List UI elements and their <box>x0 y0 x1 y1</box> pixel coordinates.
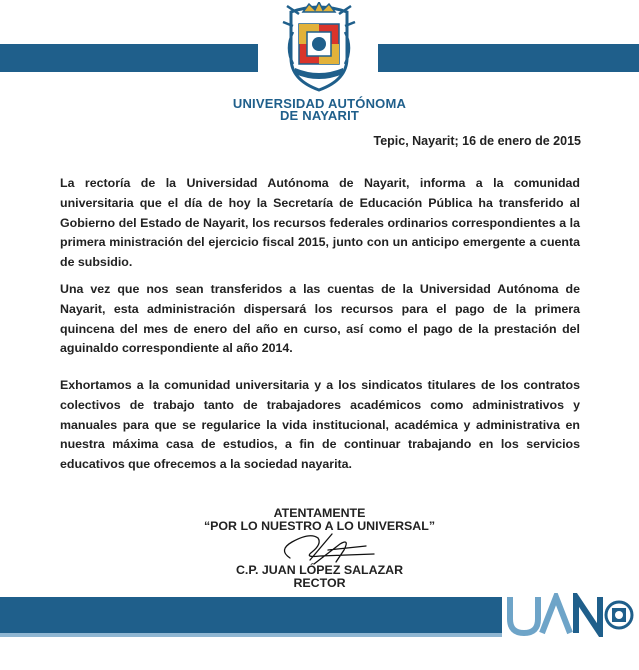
header-bar-left <box>0 44 258 72</box>
header-bar-right <box>378 44 639 72</box>
letter-date: Tepic, Nayarit; 16 de enero de 2015 <box>373 134 581 148</box>
signer-title: RECTOR <box>293 576 346 590</box>
university-motto: “POR LO NUESTRO A LO UNIVERSAL” <box>203 519 436 533</box>
university-crest-icon <box>279 2 359 94</box>
uan-logo-icon <box>506 593 634 637</box>
footer-stripe <box>0 633 502 637</box>
university-name <box>200 98 439 122</box>
university-name-line2: DE NAYARIT <box>279 108 360 123</box>
footer-bar <box>0 597 502 633</box>
signer-name: C.P. JUAN LÓPEZ SALAZAR <box>235 563 404 577</box>
letter-paragraph-1: La rectoría de la Universidad Autónoma de Nayarit, informa a la comunidad universitaria que el día de hoy la Secretaría de Educación Pública ha transferido al Gobierno del Estado de Nayarit, los recursos federales ordinarios correspondientes a la primera ministración del ejercicio fiscal 2015, junto con un anticipo emergente a cuenta de subsidio. <box>60 176 580 270</box>
university-name-line1: UNIVERSIDAD AUTÓNOMA <box>232 96 407 111</box>
letter-paragraph-2: Una vez que nos sean transferidos a las cuentas de la Universidad Autónoma de Nayarit, esta administración dispersará los recursos para el pago de la primera quincena del mes de enero del año en curso, así como el pago de la prestación del aguinaldo correspondiente al año 2014. <box>60 282 580 356</box>
letter-paragraph-3: Exhortamos a la comunidad universitaria y a los sindicatos titulares de los contratos colectivos de trabajo tanto de trabajadores académicos como administrativos y manuales para que se regularice la vida institucional, académica y administrativa en nuestra máxima casa de estudios, a fin de continuar trabajando en los servicios educativos que ofrecemos a la sociedad nayarita. <box>60 378 580 472</box>
closing-salutation: ATENTAMENTE <box>273 506 366 520</box>
